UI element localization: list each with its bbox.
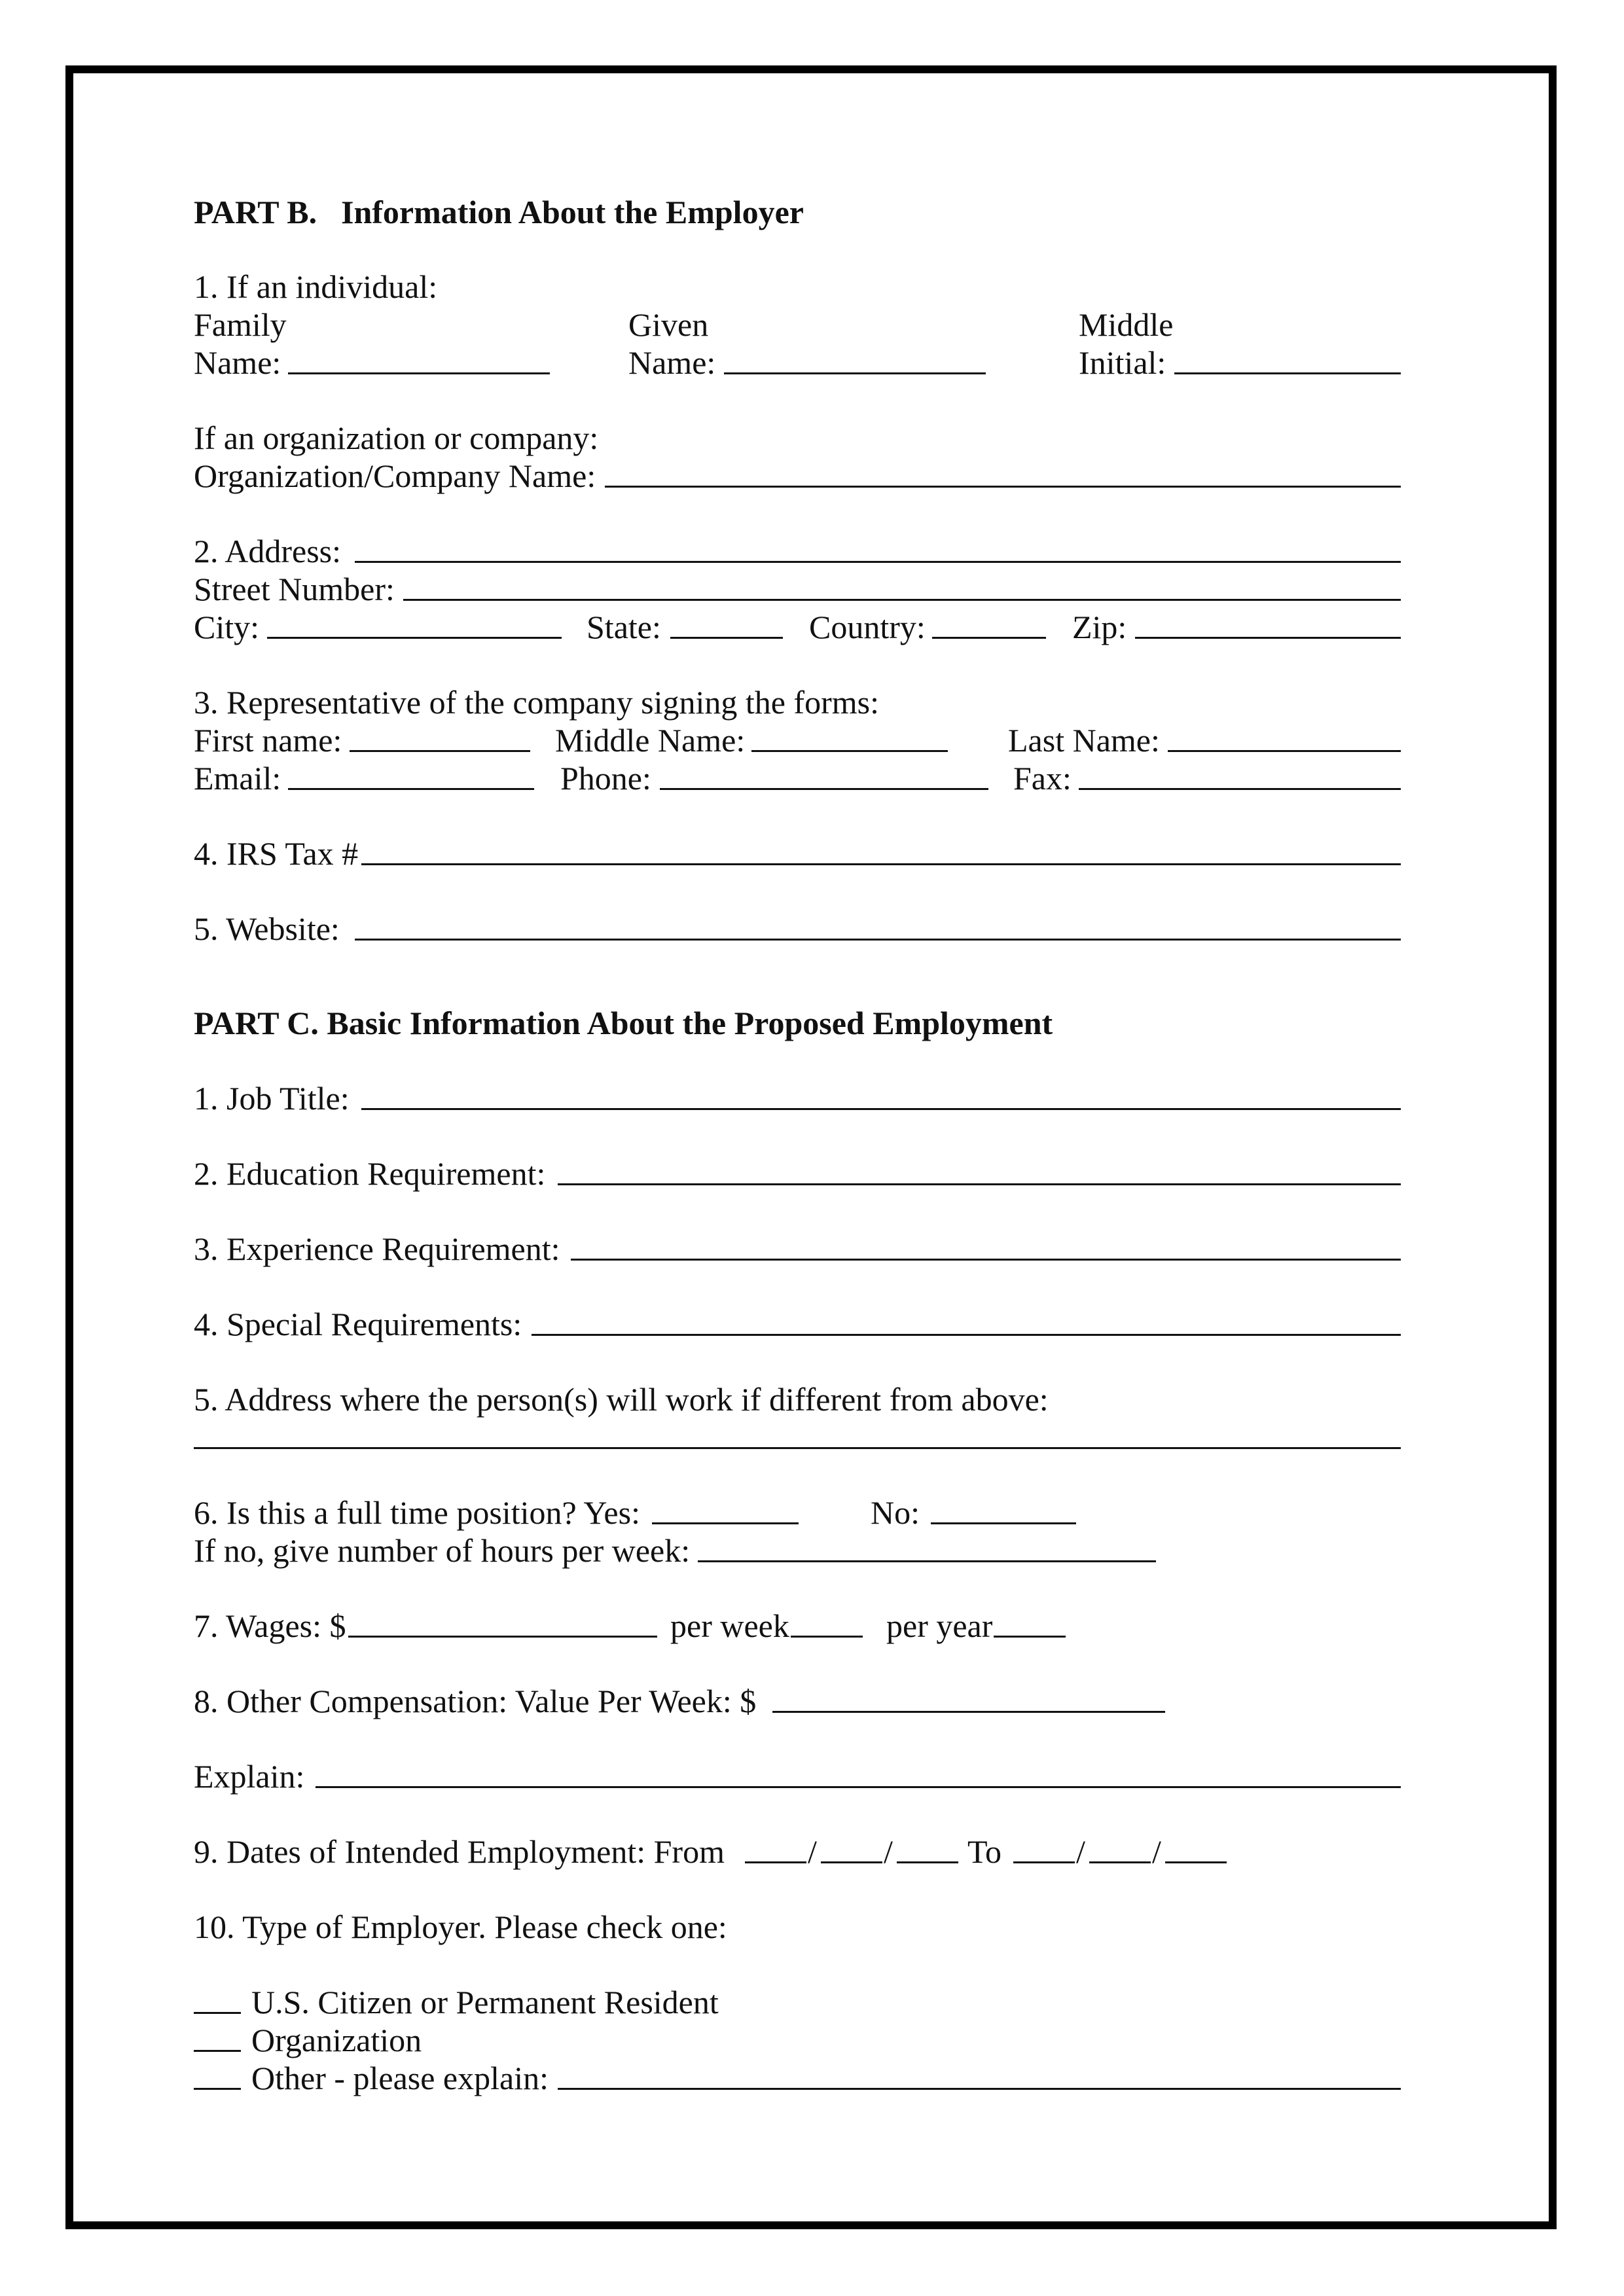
other-comp-label: 8. Other Compensation: Value Per Week: $ [194, 1683, 757, 1719]
state-field[interactable] [670, 637, 783, 639]
street-row [194, 570, 1402, 608]
job-title-field[interactable] [361, 1108, 1401, 1110]
other-comp-field[interactable] [772, 1711, 1165, 1713]
middle-initial-field[interactable] [1174, 372, 1401, 374]
rep-middle-name-field[interactable] [751, 750, 948, 752]
fax-field[interactable] [1079, 788, 1401, 790]
option-organization-label: Organization [251, 2022, 422, 2058]
option-citizen-row [194, 1983, 1402, 2021]
option-other-checkbox[interactable] [194, 2088, 241, 2090]
city-field[interactable] [267, 637, 562, 639]
full-time-label: 6. Is this a full time position? Yes: [194, 1494, 640, 1531]
representative-contact-row [194, 759, 1402, 797]
family-name-field[interactable] [288, 372, 550, 374]
part-c-title: PART C. Basic Information About the Proposed Employment [194, 1005, 1053, 1041]
phone-field[interactable] [660, 788, 988, 790]
to-year-field[interactable] [1165, 1861, 1227, 1863]
org-name-field[interactable] [605, 486, 1401, 488]
work-address-field-row [194, 1418, 1402, 1456]
given-name-field[interactable] [724, 372, 986, 374]
org-intro-text: If an organization or company: [194, 420, 599, 456]
part-b-heading [194, 193, 1402, 231]
part-b-title: Information About the Employer [341, 194, 804, 230]
hours-field[interactable] [698, 1560, 1156, 1562]
family-name-label: Name: [194, 344, 281, 381]
explain-label: Explain: [194, 1758, 305, 1795]
zip-label: Zip: [1072, 609, 1127, 645]
option-other-label: Other - please explain: [251, 2060, 549, 2096]
employer-type-row [194, 1908, 1402, 1946]
q1-name-fields [194, 344, 1402, 382]
address-field[interactable] [355, 561, 1401, 563]
street-number-field[interactable] [403, 599, 1401, 601]
work-address-label: 5. Address where the person(s) will work if different from above: [194, 1381, 1049, 1418]
job-title-row [194, 1079, 1402, 1117]
full-time-no-field[interactable] [931, 1522, 1076, 1524]
part-b-label: PART B. [194, 194, 317, 230]
hours-label: If no, give number of hours per week: [194, 1532, 691, 1569]
irs-tax-label: 4. IRS Tax # [194, 835, 359, 872]
given-top-label: Given [628, 306, 709, 343]
per-week-label: per week [670, 1607, 789, 1644]
from-slash-2: / [884, 1833, 893, 1870]
education-row [194, 1155, 1402, 1193]
irs-tax-field[interactable] [361, 863, 1401, 865]
representative-label-row [194, 683, 1402, 721]
option-other-explain-field[interactable] [558, 2088, 1401, 2090]
explain-row [194, 1757, 1402, 1795]
representative-label: 3. Representative of the company signing the forms: [194, 684, 879, 721]
experience-row [194, 1230, 1402, 1268]
to-label: To [967, 1833, 1002, 1870]
org-intro [194, 419, 1402, 457]
wages-amount-field[interactable] [348, 1636, 657, 1638]
education-field[interactable] [558, 1183, 1401, 1185]
phone-label: Phone: [560, 760, 651, 797]
to-day-field[interactable] [1089, 1861, 1151, 1863]
address-label: 2. Address: [194, 533, 341, 569]
first-name-field[interactable] [350, 750, 530, 752]
org-name-row [194, 457, 1402, 495]
from-month-field[interactable] [745, 1861, 806, 1863]
q1-label-text: 1. If an individual: [194, 268, 438, 305]
dates-label: 9. Dates of Intended Employment: From [194, 1833, 725, 1870]
website-field[interactable] [355, 939, 1401, 941]
rep-middle-name-label: Middle Name: [555, 722, 746, 759]
experience-label: 3. Experience Requirement: [194, 1230, 560, 1267]
per-week-field[interactable] [791, 1636, 863, 1638]
city-row [194, 608, 1402, 646]
from-slash-1: / [808, 1833, 817, 1870]
state-label: State: [586, 609, 661, 645]
option-citizen-label: U.S. Citizen or Permanent Resident [251, 1984, 719, 2020]
last-name-field[interactable] [1168, 750, 1401, 752]
work-address-field[interactable] [194, 1447, 1401, 1449]
irs-tax-row [194, 834, 1402, 872]
first-name-label: First name: [194, 722, 342, 759]
to-slash-1: / [1076, 1833, 1085, 1870]
website-label: 5. Website: [194, 910, 340, 947]
employer-type-label: 10. Type of Employer. Please check one: [194, 1909, 727, 1945]
q1-individual-label [194, 268, 1402, 306]
wages-label: 7. Wages: $ [194, 1607, 346, 1644]
representative-names-row [194, 721, 1402, 759]
job-title-label: 1. Job Title: [194, 1080, 350, 1117]
street-number-label: Street Number: [194, 571, 395, 607]
special-req-field[interactable] [532, 1334, 1401, 1336]
per-year-label: per year [886, 1607, 993, 1644]
option-citizen-checkbox[interactable] [194, 2012, 241, 2014]
given-name-label: Name: [628, 344, 716, 381]
family-top-label: Family [194, 306, 287, 343]
org-name-label: Organization/Company Name: [194, 457, 596, 494]
q1-name-top-labels [194, 306, 1402, 344]
from-year-field[interactable] [897, 1861, 958, 1863]
to-slash-2: / [1152, 1833, 1161, 1870]
other-comp-row [194, 1682, 1402, 1720]
option-organization-checkbox[interactable] [194, 2050, 241, 2052]
dates-row [194, 1833, 1402, 1871]
option-organization-row [194, 2021, 1402, 2059]
email-field[interactable] [288, 788, 534, 790]
experience-field[interactable] [571, 1259, 1401, 1261]
full-time-row [194, 1494, 1402, 1532]
full-time-yes-field[interactable] [652, 1522, 799, 1524]
explain-field[interactable] [316, 1786, 1401, 1788]
page-border [65, 65, 1557, 2229]
country-field[interactable] [932, 637, 1046, 639]
from-day-field[interactable] [821, 1861, 882, 1863]
full-time-no-label: No: [871, 1494, 920, 1531]
country-label: Country: [809, 609, 926, 645]
fax-label: Fax: [1013, 760, 1072, 797]
address-row [194, 532, 1402, 570]
special-req-row [194, 1305, 1402, 1343]
zip-field[interactable] [1135, 637, 1401, 639]
part-c-heading [194, 1004, 1402, 1042]
to-month-field[interactable] [1013, 1861, 1075, 1863]
per-year-field[interactable] [994, 1636, 1066, 1638]
special-req-label: 4. Special Requirements: [194, 1306, 522, 1342]
education-label: 2. Education Requirement: [194, 1155, 546, 1192]
city-label: City: [194, 609, 260, 645]
work-address-label-row [194, 1380, 1402, 1418]
hours-row [194, 1532, 1402, 1570]
middle-initial-label: Initial: [1079, 344, 1166, 381]
last-name-label: Last Name: [1008, 722, 1160, 759]
website-row [194, 910, 1402, 948]
middle-top-label: Middle [1079, 306, 1174, 343]
option-other-row [194, 2059, 1402, 2097]
wages-row [194, 1607, 1402, 1645]
email-label: Email: [194, 760, 281, 797]
